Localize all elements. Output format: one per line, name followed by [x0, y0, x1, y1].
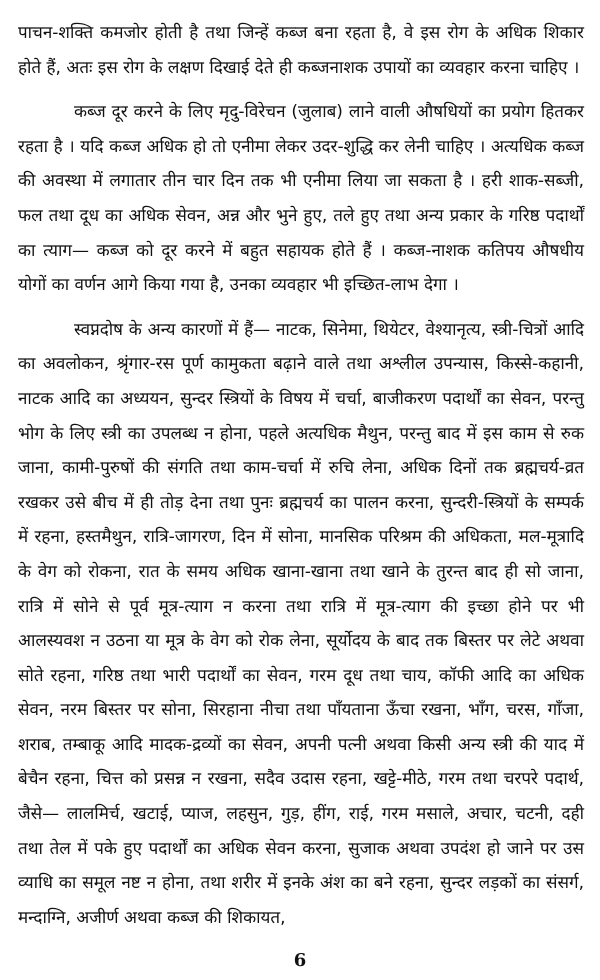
paragraph-other-causes: स्वप्नदोष के अन्य कारणों में हैं— नाटक, सिनेमा, थियेटर, वेश्यानृत्य, स्त्री-चित्रों आदि का अवलोकन, श्रृंगार-रस पूर्ण कामुकता बढ़ाने वाले तथा अश्लील उपन्यास, किस्से-कहानी, नाटक आदि का अध्ययन, सुन्दर स्त्रियों के विषय में चर्चा, बाजीकरण पदार्थों का सेवन, परन्तु भोग के लिए स्त्री का उपलब्ध न होना, पहले अत्यधिक मैथुन, परन्तु बाद में इस काम से रुक जाना, कामी-पुरुषों की संगति तथा काम-चर्चा में रुचि लेना, अधिक दिनों तक ब्रह्मचर्य-व्रत रखकर उसे बीच में ही तोड़ देना तथा पुनः ब्रह्मचर्य का पालन करना, सुन्दरी-स्त्रियों के सम्पर्क में रहना, हस्तमैथुन, रात्रि-जागरण, दिन में सोना, मानसिक परिश्रम की अधिकता, मल-मूत्रादि के वेग को रोकना, रात के समय अधिक खाना-खाना तथा खाने के तुरन्त बाद ही सो जाना, रात्रि में सोने से पूर्व मूत्र-त्याग न करना तथा रात्रि में मूत्र-त्याग की इच्छा होने पर भी आलस्यवश न उठना या मूत्र के वेग को रोक लेना, सूर्योदय के बाद तक बिस्तर पर लेटे अथवा सोते रहना, गरिष्ठ तथा भारी पदार्थों का सेवन, गरम दूध तथा चाय, कॉफी आदि का अधिक सेवन, नरम बिस्तर पर सोना, सिरहाना नीचा तथा पाँयताना ऊँचा रखना, भाँग, चरस, गाँजा, शराब, तम्बाकू आदि मादक-द्रव्यों का सेवन, अपनी पत्नी अथवा किसी अन्य स्त्री की याद में बेचैन रहना, चित्त को प्रसन्न न रखना, सदैव उदास रहना, खट्टे-मीठे, गरम तथा चरपरे पदार्थ, जैसे— लालमिर्च, खटाई, प्याज, लहसुन, गुड़, हींग, राई, गरम मसाले, अचार, चटनी, दही तथा तेल में पके हुए पदार्थों का अधिक सेवन करना, सुजाक अथवा उपदंश हो जाने पर उस व्याधि का समूल नष्ट न होना, तथा शरीर में इनके अंश का बने रहना, सुन्दर लड़कों का संसर्ग, मन्दाग्नि, अजीर्ण अथवा कब्ज की शिकायत, — [18, 319, 584, 928]
page-number: 6 — [293, 950, 307, 971]
paragraph-indigestion: पाचन-शक्ति कमजोर होती है तथा जिन्हें कब्ज बना रहता है, वे इस रोग के अधिक शिकार होते हैं, अतः इस रोग के लक्षण दिखाई देते ही कब्जनाशक उपायों का व्यवहार करना चाहिए । — [18, 23, 584, 78]
page-body — [18, 16, 584, 945]
paragraph-constipation-remedies: कब्ज दूर करने के लिए मृदु-विरेचन (जुलाब) लाने वाली औषधियों का प्रयोग हितकर रहता है । यदि कब्ज अधिक हो तो एनीमा लेकर उदर-शुद्धि कर लेनी चाहिए । अत्यधिक कब्ज की अवस्था में लगातार तीन चार दिन तक भी एनीमा लिया जा सकता है । हरी शाक-सब्जी, फल तथा दूध का अधिक सेवन, अन्न और भुने हुए, तले हुए तथा अन्य प्रकार के गरिष्ठ पदार्थों का त्याग— कब्ज को दूर करने में बहुत सहायक होते हैं । कब्ज-नाशक कतिपय औषधीय योगों का वर्णन आगे किया गया है, उनका व्यवहार भी इच्छित-लाभ देगा । — [18, 102, 584, 296]
